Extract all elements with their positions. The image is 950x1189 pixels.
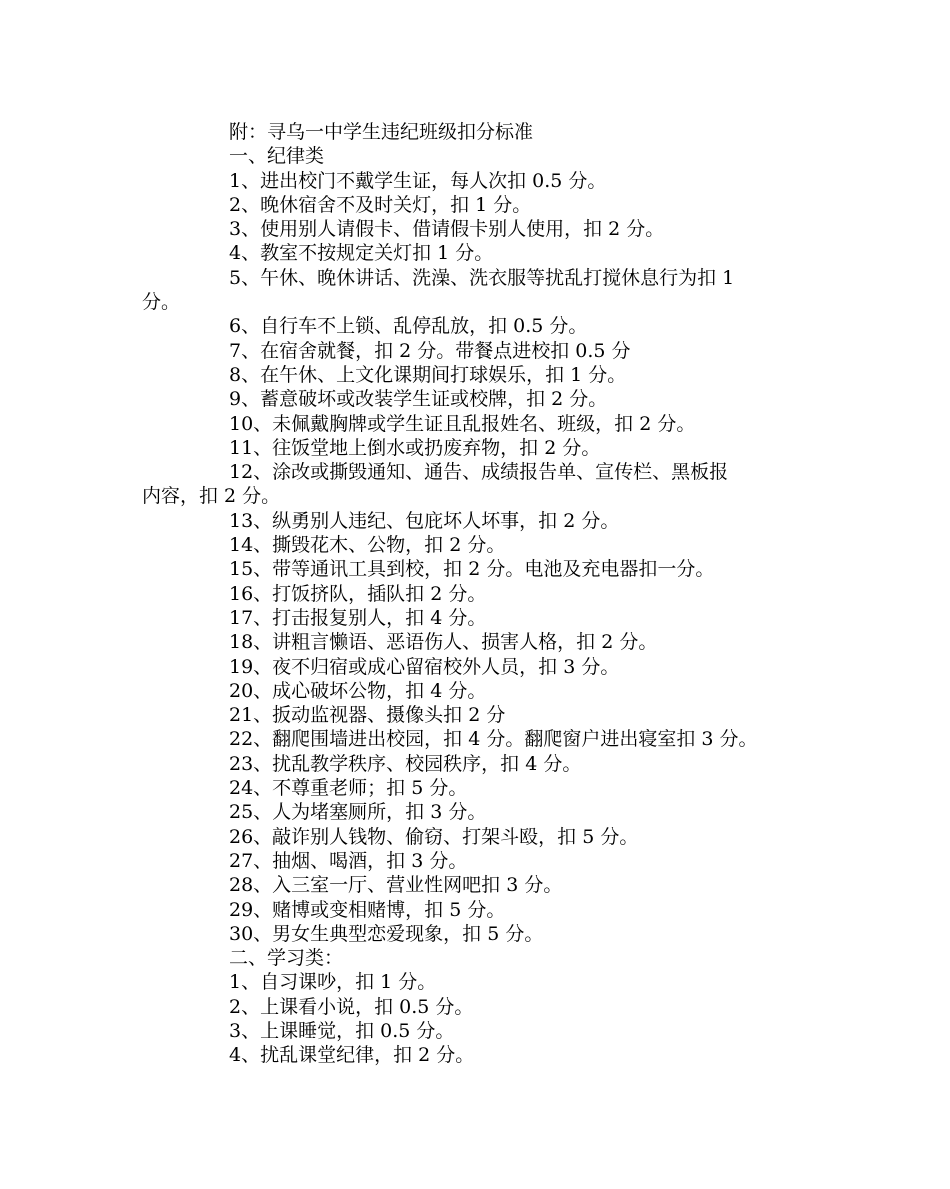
rule-item: 14、撕毁花木、公物，扣 2 分。 bbox=[229, 534, 506, 557]
rule-item: 5、午休、晚休讲话、洗澡、洗衣服等扰乱打搅休息行为扣 1 bbox=[229, 266, 735, 289]
rule-item: 23、扰乱教学秩序、校园秩序，扣 4 分。 bbox=[229, 752, 582, 775]
rule-item-continuation: 分。 bbox=[142, 291, 181, 314]
rule-item: 25、人为堵塞厕所，扣 3 分。 bbox=[229, 801, 487, 824]
rule-item-continuation: 内容，扣 2 分。 bbox=[142, 485, 281, 508]
rule-item: 17、打击报复别人，扣 4 分。 bbox=[229, 606, 487, 629]
rule-item: 4、教室不按规定关灯扣 1 分。 bbox=[229, 242, 494, 265]
rule-item: 30、男女生典型恋爱现象，扣 5 分。 bbox=[229, 922, 544, 945]
rule-item: 4、扰乱课堂纪律，扣 2 分。 bbox=[229, 1044, 475, 1067]
rule-item: 8、在午休、上文化课期间打球娱乐，扣 1 分。 bbox=[229, 363, 627, 386]
section-heading-study: 二、学习类： bbox=[229, 947, 344, 970]
rule-item: 1、进出校门不戴学生证，每人次扣 0.5 分。 bbox=[229, 169, 607, 192]
rule-item: 1、自习课吵，扣 1 分。 bbox=[229, 971, 437, 994]
rule-item: 18、讲粗言懒语、恶语伤人、损害人格，扣 2 分。 bbox=[229, 631, 658, 654]
rule-item: 16、打饭挤队，插队扣 2 分。 bbox=[229, 582, 487, 605]
rule-item: 13、纵勇别人违纪、包庇坏人坏事，扣 2 分。 bbox=[229, 509, 620, 532]
document-body bbox=[142, 120, 822, 1068]
rule-item: 10、未佩戴胸牌或学生证且乱报姓名、班级，扣 2 分。 bbox=[229, 412, 696, 435]
rule-item: 26、敲诈别人钱物、偷窃、打架斗殴，扣 5 分。 bbox=[229, 825, 639, 848]
rule-item: 24、不尊重老师；扣 5 分。 bbox=[229, 777, 468, 800]
rule-item: 15、带等通讯工具到校，扣 2 分。电池及充电器扣一分。 bbox=[229, 558, 715, 581]
rule-item: 7、在宿舍就餐，扣 2 分。带餐点进校扣 0.5 分 bbox=[229, 339, 631, 362]
rule-item: 12、涂改或撕毁通知、通告、成绩报告单、宣传栏、黑板报 bbox=[229, 461, 729, 484]
rule-item: 20、成心破坏公物，扣 4 分。 bbox=[229, 679, 487, 702]
rule-item: 9、蓄意破坏或改装学生证或校牌，扣 2 分。 bbox=[229, 388, 608, 411]
rule-item: 28、入三室一厅、营业性网吧扣 3 分。 bbox=[229, 874, 563, 897]
rule-item: 2、上课看小说，扣 0.5 分。 bbox=[229, 995, 474, 1018]
rule-item: 2、晚休宿舍不及时关灯，扣 1 分。 bbox=[229, 193, 532, 216]
rule-item: 22、翻爬围墙进出校园，扣 4 分。翻爬窗户进出寝室扣 3 分。 bbox=[229, 728, 758, 751]
rule-item: 3、上课睡觉，扣 0.5 分。 bbox=[229, 1019, 455, 1042]
document-title: 附：寻乌一中学生违纪班级扣分标准 bbox=[229, 121, 534, 143]
section-heading-discipline: 一、纪律类 bbox=[229, 145, 325, 168]
rule-item: 29、赌博或变相赌博，扣 5 分。 bbox=[229, 898, 506, 921]
rule-item: 27、抽烟、喝酒，扣 3 分。 bbox=[229, 849, 468, 872]
rule-item: 19、夜不归宿或成心留宿校外人员，扣 3 分。 bbox=[229, 655, 620, 678]
rule-item: 21、扳动监视器、摄像头扣 2 分 bbox=[229, 704, 506, 727]
rule-item: 6、自行车不上锁、乱停乱放，扣 0.5 分。 bbox=[229, 315, 588, 338]
rule-item: 3、使用别人请假卡、借请假卡别人使用，扣 2 分。 bbox=[229, 218, 665, 241]
rule-item: 11、往饭堂地上倒水或扔废弃物，扣 2 分。 bbox=[229, 436, 601, 459]
